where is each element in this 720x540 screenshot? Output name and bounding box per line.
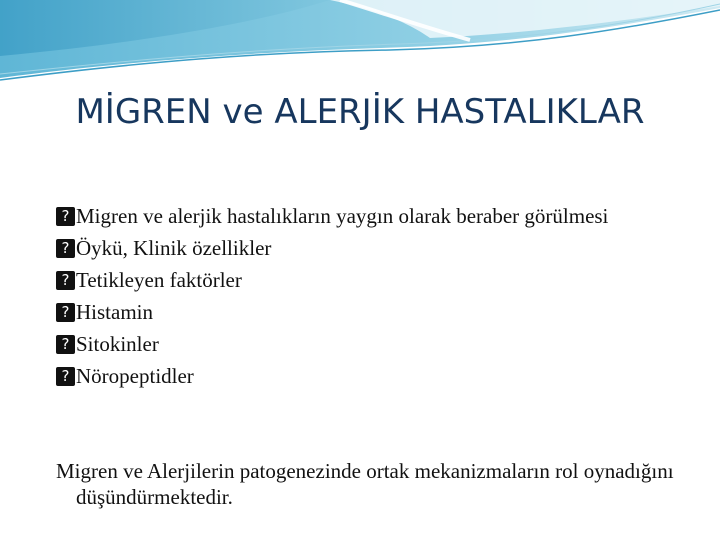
- bullet-text: Histamin: [76, 300, 153, 324]
- conclusion-text: Migren ve Alerjilerin patogenezinde ortak mekanizmaların rol oynadığını düşündürmektedir.: [56, 459, 674, 509]
- bullet-text: Öykü, Klinik özellikler: [76, 236, 272, 260]
- bullet-marker-icon: ?: [56, 207, 75, 226]
- list-item: [56, 270, 656, 291]
- list-item: [56, 366, 656, 387]
- bullet-text: Nöropeptidler: [76, 364, 194, 388]
- bullet-marker-icon: ?: [56, 239, 75, 258]
- bullet-text: Sitokinler: [76, 332, 159, 356]
- bullet-marker-icon: ?: [56, 271, 75, 290]
- bullet-marker-icon: ?: [56, 367, 75, 386]
- bullet-text: Tetikleyen faktörler: [76, 268, 242, 292]
- bullet-marker-icon: ?: [56, 303, 75, 322]
- list-item: [56, 302, 656, 323]
- bullet-text: Migren ve alerjik hastalıkların yaygın olarak beraber görülmesi: [76, 204, 609, 228]
- list-item: [56, 334, 656, 355]
- list-item: [56, 238, 656, 259]
- header-wave-decoration: [0, 0, 720, 90]
- list-item: [56, 206, 656, 227]
- slide-title: MİGREN ve ALERJİK HASTALIKLAR: [75, 92, 645, 132]
- bullet-list: [56, 206, 656, 398]
- bullet-marker-icon: ?: [56, 335, 75, 354]
